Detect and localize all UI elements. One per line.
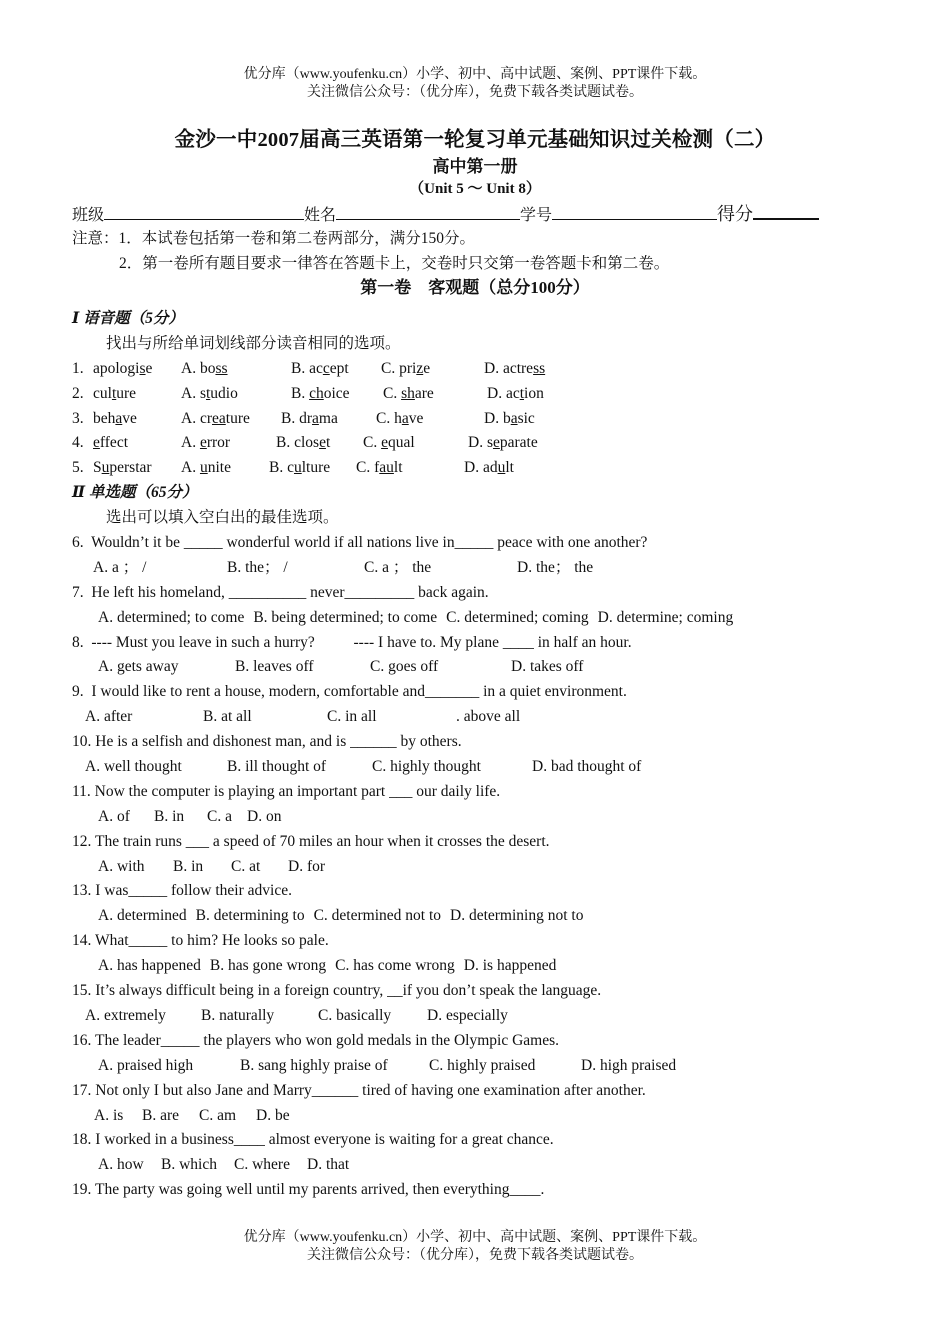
word-part: e — [145, 359, 153, 377]
answer-option: C. determined; coming — [446, 608, 589, 626]
answer-option: B. are — [142, 1106, 180, 1124]
question-options — [72, 1104, 902, 1129]
phonetic-option — [181, 407, 281, 432]
underlined-letters: s — [139, 359, 146, 377]
option-part: C. pri — [381, 359, 417, 377]
phonetic-word — [93, 456, 181, 481]
answer-option: D. bad thought of — [532, 758, 642, 776]
question-stem: 19. The party was going well until my parents arrived, then everything____. — [72, 1181, 545, 1199]
section-2-title: Ⅱ 单选题（65分） — [72, 484, 198, 502]
option-part: e — [423, 359, 431, 377]
question-stem: 17. Not only I but also Jane and Marry______ tired of having one examination after another. — [72, 1081, 646, 1099]
phonetic-number: 3. — [72, 409, 84, 427]
option-part: B. — [291, 384, 310, 402]
answer-option: B. has gone wrong — [209, 957, 327, 975]
option-part: ion — [524, 384, 544, 402]
phonetic-option — [181, 382, 291, 407]
answer-option: C. highly praised — [429, 1056, 536, 1074]
answer-option: B. in — [154, 807, 185, 825]
answer-option: B. which — [161, 1156, 217, 1174]
option-part: D. ad — [464, 459, 498, 477]
answer-option: C. am — [199, 1106, 237, 1124]
answer-option: C. has come wrong — [335, 957, 455, 975]
part-one-title: 第一卷 客观题（总分100分） — [360, 278, 590, 297]
answer-option: D. especially — [427, 1006, 508, 1024]
option-part: sic — [517, 409, 535, 427]
underlined-letters: ss — [215, 359, 228, 377]
question-stem: 6. Wouldn’t it be _____ wonderful world if all nations live in_____ peace with one another? — [72, 534, 648, 552]
phonetic-option — [291, 357, 381, 382]
option-part: parate — [499, 434, 538, 452]
underlined-letters: ss — [533, 359, 546, 377]
section-2-instruction: 选出可以填入空白出的最佳选项。 — [106, 509, 339, 527]
underlined-letters: e — [492, 434, 500, 452]
option-part: B. clos — [276, 434, 320, 452]
option-part: ve — [408, 409, 424, 427]
top-ad-line-2: 关注微信公众号：（优分库），免费下载各类试题试卷。 — [307, 85, 643, 100]
top-ad-line-1: 优分库（www.youfenku.cn）小学、初中、高中试题、案例、PPT课件下载。 — [243, 67, 707, 82]
option-part: D. b — [484, 409, 511, 427]
section-1-instruction: 找出与所给单词划线部分读音相同的选项。 — [106, 334, 401, 352]
answer-option: B. leaves off — [235, 658, 314, 676]
option-part: D. actre — [484, 359, 534, 377]
phonetic-option — [376, 407, 484, 432]
answer-option: A. a ； / — [93, 558, 147, 576]
option-part: ma — [318, 409, 338, 427]
word-part: S — [93, 459, 102, 477]
phonetic-word — [93, 407, 181, 432]
phonetic-option — [381, 357, 484, 382]
question-options — [72, 556, 902, 581]
phonetic-option — [487, 382, 591, 407]
option-part: lt — [505, 459, 514, 477]
underlined-letters: u — [293, 459, 302, 477]
question-options — [72, 655, 902, 680]
answer-option: A. of — [98, 807, 130, 825]
answer-option: A. with — [98, 857, 145, 875]
option-part: B. ac — [291, 359, 323, 377]
note-2: 2．第一卷所有题目要求一律答在答题卡上，交卷时只交第一卷答题卡和第二卷。 — [119, 255, 670, 272]
exam-content — [72, 307, 902, 1203]
phonetic-option — [468, 431, 572, 456]
option-part: nite — [207, 459, 231, 477]
phonetic-item — [72, 456, 902, 481]
option-part: ture — [225, 409, 250, 427]
option-part: A. cr — [181, 409, 212, 427]
name-label: 姓名 — [304, 207, 337, 224]
option-part: rror — [206, 434, 231, 452]
phonetic-word — [93, 382, 181, 407]
phonetic-option — [356, 456, 464, 481]
score-blank — [753, 202, 819, 220]
word-part: ure — [116, 384, 137, 402]
class-label: 班级 — [72, 207, 105, 224]
option-part: D. s — [468, 434, 493, 452]
option-part: C. h — [376, 409, 402, 427]
question-stem: 10. He is a selfish and dishonest man, and is ______ by others. — [72, 733, 462, 751]
phonetic-word — [93, 357, 181, 382]
question-options — [72, 755, 902, 780]
option-part: A. — [181, 459, 200, 477]
question-options — [72, 705, 902, 730]
answer-option: . above all — [456, 708, 521, 726]
word-part: apologi — [93, 359, 140, 377]
question-options — [72, 954, 902, 979]
phonetic-option — [383, 382, 487, 407]
underlined-letters: e — [319, 434, 326, 452]
bottom-ad-line-1: 优分库（www.youfenku.cn）小学、初中、高中试题、案例、PPT课件下载。 — [243, 1230, 707, 1245]
underlined-letters: sh — [401, 384, 415, 402]
answer-option: D. takes off — [511, 658, 584, 676]
option-part: ept — [329, 359, 349, 377]
option-part: C. — [383, 384, 402, 402]
option-part: A. s — [181, 384, 206, 402]
answer-option: D. for — [288, 857, 326, 875]
underlined-letters: t — [205, 384, 211, 402]
option-part: B. c — [269, 459, 294, 477]
option-part: udio — [210, 384, 238, 402]
answer-option: B. determining to — [195, 907, 305, 925]
option-part: A. bo — [181, 359, 216, 377]
answer-option: B. naturally — [201, 1006, 275, 1024]
phonetic-option — [281, 407, 376, 432]
answer-option: C. highly thought — [372, 758, 481, 776]
phonetic-option — [484, 407, 588, 432]
word-part: ve — [122, 409, 137, 427]
answer-option: C. in all — [327, 708, 377, 726]
underlined-letters: e — [381, 434, 388, 452]
answer-option: B. in — [173, 857, 204, 875]
underlined-letters: e — [93, 434, 100, 452]
underlined-letters: a — [312, 409, 319, 427]
underlined-letters: a — [401, 409, 409, 427]
phonetics-list — [72, 357, 902, 481]
option-part: lt — [393, 459, 403, 477]
answer-option: B. the； / — [227, 558, 288, 576]
underlined-letters: au — [379, 459, 394, 477]
question-stem: 7. He left his homeland, __________ never_________ back again. — [72, 583, 489, 601]
question-options — [72, 1004, 902, 1029]
underlined-letters: c — [322, 359, 330, 377]
phonetic-item — [72, 407, 902, 432]
bottom-advertisement — [0, 1229, 950, 1265]
answer-option: A. how — [98, 1156, 144, 1174]
underlined-letters: u — [497, 459, 506, 477]
section-1-title: Ⅰ 语音题（5分） — [72, 310, 184, 327]
question-stem: 11. Now the computer is playing an important part ___ our daily life. — [72, 782, 501, 800]
notes — [72, 226, 892, 276]
question-options — [72, 904, 902, 929]
phonetic-option — [276, 431, 363, 456]
underlined-letters: a — [115, 409, 123, 427]
answer-option: A. extremely — [85, 1006, 166, 1024]
question-options — [72, 1054, 902, 1079]
phonetic-item — [72, 382, 902, 407]
option-part: B. dr — [281, 409, 312, 427]
id-blank — [552, 203, 717, 220]
option-part: lture — [301, 459, 331, 477]
option-part: C. — [363, 434, 382, 452]
question-options — [72, 805, 902, 830]
underlined-letters: t — [519, 384, 525, 402]
phonetic-item — [72, 431, 902, 456]
underlined-letters: z — [416, 359, 424, 377]
answer-option: A. has happened — [98, 957, 201, 975]
underlined-letters: ch — [309, 384, 324, 402]
option-part: qual — [387, 434, 415, 452]
answer-option: A. gets away — [98, 658, 179, 676]
underlined-letters: e — [199, 434, 207, 452]
underlined-letters: ea — [212, 409, 226, 427]
answer-option: B. being determined; to come — [253, 608, 438, 626]
word-part: cul — [93, 384, 112, 402]
option-part: A. — [181, 434, 200, 452]
phonetic-option — [484, 357, 587, 382]
phonetic-option — [363, 431, 468, 456]
phonetic-option — [464, 456, 568, 481]
class-blank — [104, 203, 304, 220]
phonetic-number: 5. — [72, 459, 84, 477]
answer-option: B. sang highly praise of — [240, 1056, 388, 1074]
top-advertisement — [0, 66, 950, 102]
answer-option: A. determined — [98, 907, 187, 925]
answer-option: B. ill thought of — [227, 758, 327, 776]
question-list — [72, 531, 902, 1203]
question-stem: 13. I was_____ follow their advice. — [72, 882, 292, 900]
answer-option: D. is happened — [463, 957, 557, 975]
unit-range: （Unit 5 ～ Unit 8） — [409, 181, 541, 197]
name-blank — [336, 203, 520, 220]
word-part: beh — [93, 409, 116, 427]
answer-option: A. after — [85, 708, 133, 726]
option-part: are — [414, 384, 434, 402]
answer-option: C. where — [234, 1156, 290, 1174]
answer-option: A. determined; to come — [98, 608, 245, 626]
underlined-letters: a — [510, 409, 518, 427]
answer-option: C. determined not to — [313, 907, 442, 925]
phonetic-number: 4. — [72, 434, 84, 452]
answer-option: C. goes off — [370, 658, 439, 676]
answer-option: D. the； the — [517, 558, 594, 576]
answer-option: A. well thought — [85, 758, 182, 776]
underlined-letters: u — [101, 459, 110, 477]
answer-option: C. a ； the — [364, 558, 432, 576]
answer-option: D. on — [247, 807, 282, 825]
exam-title: 金沙一中2007届高三英语第一轮复习单元基础知识过关检测（二） — [174, 129, 776, 151]
option-part: t — [325, 434, 331, 452]
phonetic-item — [72, 357, 902, 382]
underlined-letters: u — [199, 459, 208, 477]
option-part: oice — [323, 384, 350, 402]
answer-option: C. basically — [318, 1006, 392, 1024]
question-options — [72, 606, 902, 631]
word-part: perstar — [109, 459, 152, 477]
option-part: C. f — [356, 459, 380, 477]
answer-option: A. praised high — [98, 1056, 194, 1074]
answer-option: A. is — [94, 1106, 124, 1124]
answer-option: D. that — [307, 1156, 350, 1174]
question-stem: 8. ---- Must you leave in such a hurry? ---- I have to. My plane ____ in half an hour. — [72, 633, 632, 651]
phonetic-option — [269, 456, 356, 481]
note-1: 注意：1．本试卷包括第一卷和第二卷两部分，满分150分。 — [72, 230, 476, 247]
phonetic-option — [181, 357, 291, 382]
phonetic-word — [93, 431, 181, 456]
id-label: 学号 — [520, 207, 553, 224]
answer-option: D. determine; coming — [597, 608, 734, 626]
answer-option: C. a — [207, 807, 232, 825]
word-part: ffect — [99, 434, 128, 452]
bottom-ad-line-2: 关注微信公众号：（优分库），免费下载各类试题试卷。 — [307, 1248, 643, 1263]
question-stem: 12. The train runs ___ a speed of 70 miles an hour when it crosses the desert. — [72, 832, 550, 850]
question-stem: 18. I worked in a business____ almost everyone is waiting for a great chance. — [72, 1131, 554, 1149]
answer-option: D. high praised — [581, 1056, 677, 1074]
answer-option: C. at — [231, 857, 261, 875]
answer-option: D. be — [256, 1106, 290, 1124]
phonetic-option — [291, 382, 383, 407]
phonetic-number: 1. — [72, 359, 84, 377]
option-part: D. ac — [487, 384, 520, 402]
answer-option: B. at all — [203, 708, 252, 726]
underlined-letters: t — [111, 384, 117, 402]
question-options — [72, 1153, 902, 1178]
question-stem: 16. The leader_____ the players who won gold medals in the Olympic Games. — [72, 1031, 559, 1049]
phonetic-number: 2. — [72, 384, 84, 402]
question-options — [72, 855, 902, 880]
question-stem: 14. What_____ to him? He looks so pale. — [72, 932, 329, 950]
phonetic-option — [181, 431, 276, 456]
student-info-row — [72, 200, 872, 226]
question-stem: 9. I would like to rent a house, modern, comfortable and_______ in a quiet environment. — [72, 683, 627, 701]
phonetic-option — [181, 456, 269, 481]
answer-option: D. determining not to — [450, 907, 584, 925]
question-stem: 15. It’s always difficult being in a foreign country, __if you don’t speak the language. — [72, 982, 602, 1000]
exam-subtitle: 高中第一册 — [432, 157, 518, 176]
score-label: 得分 — [717, 204, 754, 224]
